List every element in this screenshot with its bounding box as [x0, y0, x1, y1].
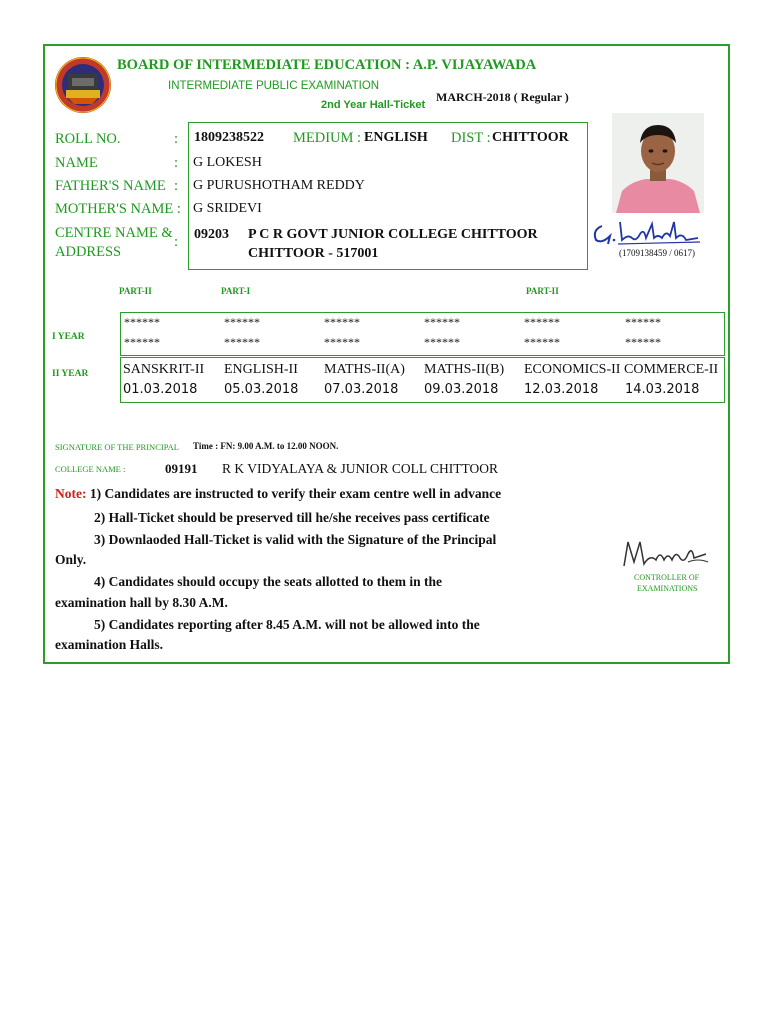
centre-address: CHITTOOR - 517001	[248, 246, 379, 261]
candidate-signature-icon	[588, 216, 708, 248]
controller-label-2: EXAMINATIONS	[637, 584, 698, 593]
controller-label: CONTROLLER OF	[634, 573, 700, 582]
board-seal-icon	[54, 56, 112, 114]
first-year-cell: ******	[424, 335, 460, 349]
first-year-cell: ******	[124, 315, 160, 329]
subject-cell: COMMERCE-II	[624, 362, 719, 377]
mother-name: G SRIDEVI	[193, 201, 262, 216]
principal-signature-label: SIGNATURE OF THE PRINCIPAL	[55, 442, 179, 452]
note-3-cont: Only.	[55, 552, 87, 567]
exam-session: MARCH-2018 ( Regular )	[436, 90, 569, 104]
photo-caption: (1709138459 / 0617)	[619, 248, 695, 258]
subject-cell: ECONOMICS-II	[524, 362, 621, 377]
address-label: ADDRESS	[55, 244, 122, 260]
note-label: Note:	[55, 486, 87, 501]
candidate-photo	[612, 113, 704, 213]
roll-label: ROLL NO.	[55, 131, 121, 147]
part-i-label: PART-I	[221, 286, 251, 296]
subject-cell: SANSKRIT-II	[123, 362, 205, 377]
second-year-label: II YEAR	[52, 369, 89, 379]
note-4-cont: examination hall by 8.30 A.M.	[55, 595, 228, 610]
exam-date-cell: 05.03.2018	[224, 382, 299, 397]
note-1	[55, 486, 501, 502]
first-year-cell: ******	[625, 315, 661, 329]
medium-value: ENGLISH	[364, 130, 428, 145]
note-5-cont: examination Halls.	[55, 637, 164, 652]
subject-cell: MATHS-II(A)	[324, 362, 405, 377]
medium-label: MEDIUM :	[293, 130, 362, 146]
name-label: NAME	[55, 155, 98, 171]
note-4: 4) Candidates should occupy the seats allotted to them in the	[94, 574, 443, 589]
exam-date-cell: 12.03.2018	[524, 382, 599, 397]
note-1-text: 1) Candidates are instructed to verify their exam centre well in advance	[89, 486, 502, 501]
first-year-cell: ******	[424, 315, 460, 329]
exam-date-cell: 09.03.2018	[424, 382, 499, 397]
father-name: G PURUSHOTHAM REDDY	[193, 178, 365, 193]
roll-number: 1809238522	[194, 130, 264, 145]
exam-date-cell: 14.03.2018	[625, 382, 700, 397]
first-year-cell: ******	[124, 335, 160, 349]
note-5: 5) Candidates reporting after 8.45 A.M. will not be allowed into the	[94, 617, 480, 632]
first-year-cell: ******	[625, 335, 661, 349]
note-3: 3) Downlaoded Hall-Ticket is valid with the Signature of the Principal	[94, 532, 497, 547]
college-name-label: COLLEGE NAME :	[55, 464, 126, 474]
centre-label: CENTRE NAME &	[55, 225, 173, 241]
centre-name: P C R GOVT JUNIOR COLLEGE CHITTOOR	[248, 227, 538, 242]
first-year-label: I YEAR	[52, 332, 85, 342]
first-year-cell: ******	[224, 335, 260, 349]
first-year-cell: ******	[224, 315, 260, 329]
dist-label: DIST :	[451, 130, 491, 146]
note-2: 2) Hall-Ticket should be preserved till he/she receives pass certificate	[94, 510, 490, 525]
controller-signature-icon	[618, 536, 710, 572]
subject-cell: ENGLISH-II	[224, 362, 298, 377]
colon: :	[174, 131, 179, 147]
first-year-cell: ******	[524, 315, 560, 329]
first-year-cell: ******	[324, 335, 360, 349]
colon: :	[174, 155, 179, 171]
part-ii-left-label: PART-II	[119, 286, 152, 296]
student-name: G LOKESH	[193, 155, 262, 170]
exam-time: Time : FN: 9.00 A.M. to 12.00 NOON.	[193, 441, 339, 451]
part-ii-right-label: PART-II	[526, 286, 559, 296]
centre-code: 09203	[194, 227, 229, 242]
colon: :	[174, 178, 179, 194]
mother-label: MOTHER'S NAME :	[55, 201, 181, 217]
exam-date-cell: 01.03.2018	[123, 382, 198, 397]
first-year-cell: ******	[524, 335, 560, 349]
exam-date-cell: 07.03.2018	[324, 382, 399, 397]
college-code: 09191	[165, 461, 198, 476]
ticket-title: 2nd Year Hall-Ticket	[321, 99, 426, 111]
father-label: FATHER'S NAME	[55, 178, 166, 194]
exam-title: INTERMEDIATE PUBLIC EXAMINATION	[168, 80, 380, 92]
colon: :	[174, 234, 179, 250]
subject-cell: MATHS-II(B)	[424, 362, 505, 377]
board-title: BOARD OF INTERMEDIATE EDUCATION : A.P. VIJAYAWADA	[117, 57, 537, 73]
college-name: R K VIDYALAYA & JUNIOR COLL CHITTOOR	[222, 461, 499, 476]
dist-value: CHITTOOR	[492, 130, 569, 145]
first-year-cell: ******	[324, 315, 360, 329]
